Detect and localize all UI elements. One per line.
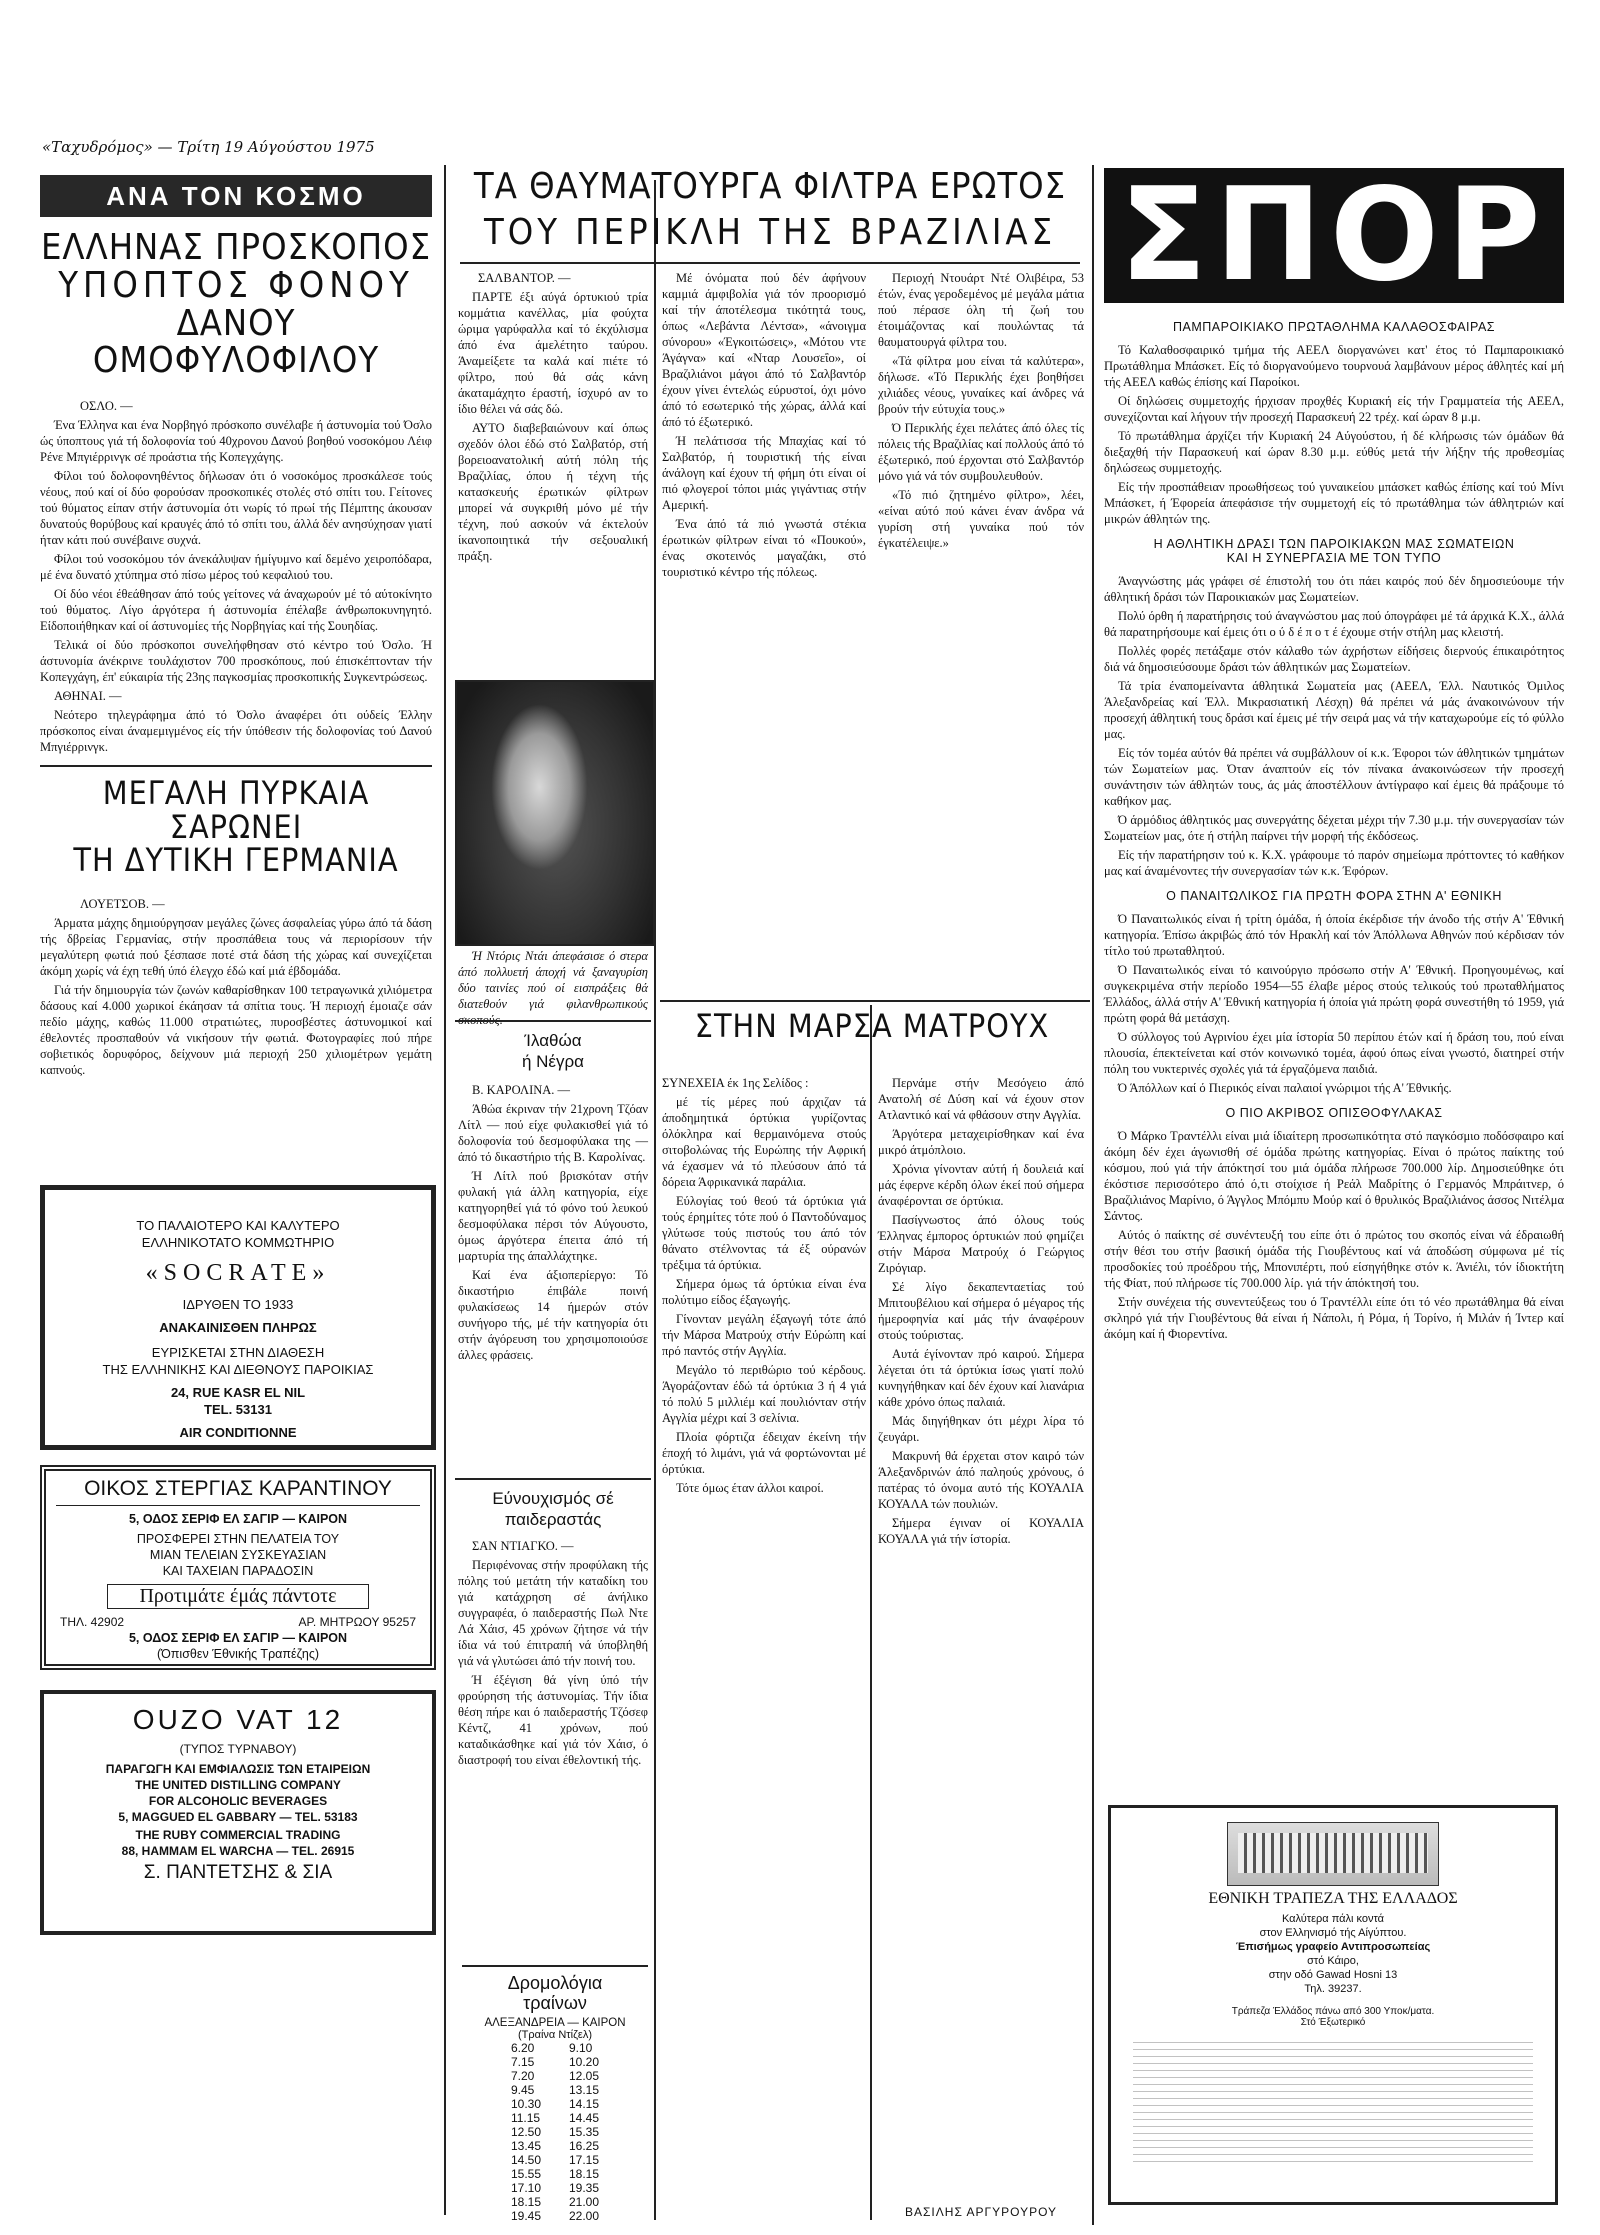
sport-section-panaitolikos-title: Ο ΠΑΝΑΙΤΩΛΙΚΟΣ ΓΙΑ ΠΡΩΤΗ ΦΟΡΑ ΣΤΗΝ Α' ΕΘΝΙΚΗ <box>1166 889 1502 903</box>
departure-time: 14.50 <box>510 2153 541 2167</box>
column-love-potions <box>458 270 648 567</box>
sport-section-basketball-title: ΠΑΜΠΑΡΟΙΚΙΑΚΟ ΠΡΩΤΑΘΛΗΜΑ ΚΑΛΑΘΟΣΦΑΙΡΑΣ <box>1172 320 1496 334</box>
departure-time: 7.20 <box>510 2069 535 2083</box>
arrival-time: 13.15 <box>569 2083 600 2097</box>
departure-time: 17.10 <box>510 2181 541 2195</box>
train-row <box>497 2181 613 2195</box>
article-greek-scout: ΟΣΛΟ. — Ένα Έλληνα και ένα Νορβηγό πρόσκοπο συνέλαβε ή άστυνομία τού Όσλο ώς ύποπτους γιά τή δολοφονία τού 40χρονου Δανού βοηθού νοσοκόμου Λέιφ Ρένε Μπγιέρρινγκ σέ προάστια τής Κοπεγχάγης. Φίλοι τού δολοφονηθέντος δήλωσαν ότι ό νοσοκόμος προσκάλεσε τούς νέους, πού καί οί δύο φορούσαν προσκοπικές στολές στό σπίτι του. Γείτονες τού θύματος είπαν στήν άστυνομία ότι νωρίς τό πρωί τής Πέμπτης άκουσαν δυνατούς θορύβους καί κραυγές άπό τό σπίτι του, άλλά δέν ανησύχησαν γιατί ήταν κάτι πού συνέβαινε συχνά. Φίλοι τού νοσοκόμου τόν άνεκάλυψαν ήμίγυμνο καί δεμένο χειροπόδαρα, μέ ένα δυνατό χτύπημα στό πίσω μέρος τού κεφαλιού του. Οί δύο νέοι έθεάθησαν άπό τούς γείτονες νά άναχωρούν μέ τό αύτοκίνητο τού θύματος. Λίγο άργότερα ή άστυνομία έπέλαβε άνθρωποκυνηγητό. Είδοποιήθηκαν καί οί άστυνομίες τής Νορβηγίας καί τής Σουηδίας. Τελικά οί δύο πρόσκοποι συνελήφθησαν στό κέντρο τού Όσλο. Ή άστυνομία άνέκρινε τουλάχιστον 700 προσκόπους, πού έπισκέπτονταν τήν Κοπεγχάγη, έπ' εύκαιρία τής 23ης παγκοσμίας προσκοπικής Συγκεντρώσεως. ΑΘΗΝΑΙ. — Νεότερο τηλεγράφημα άπό τό Όσλο άναφέρει ότι ούδείς Έλλην πρόσκοπος είναι άναμεμιγμένος είς τήν ύπόθεσιν τής δολοφονίας τού Δανού Μπγιέρρινγκ. <box>40 399 432 755</box>
train-row <box>497 2111 613 2125</box>
headline-greek-scout: ΕΛΛΗΝΑΣ ΠΡΟΣΚΟΠΟΣ ΥΠΟΠΤΟΣ ΦΟΝΟΥ ΔΑΝΟΥ ΟΜΟΦΥΛΟΦΙΛΟΥ <box>40 227 432 382</box>
arrival-time: 19.35 <box>569 2181 600 2195</box>
arrival-time: 22.00 <box>569 2209 600 2223</box>
departure-time: 13.45 <box>510 2139 541 2153</box>
ad-registry: ΑΡ. ΜΗΤΡΩΟΥ 95257 <box>298 1615 416 1629</box>
arrival-time: 18.15 <box>569 2167 600 2181</box>
brief-acquitted: Ίλαθώα ή Νέγρα Β. ΚΑΡΟΛΙΝΑ. — Άθώα έκριναν τήν 21χρονη Τζόαν Λίτλ — πού είχε φυλακισθεί γιά τό δολοφονία τού δεσμοφύλακα της — άπό τό δικαστήριο τής Β. Καρολίνας. Ή Λίτλ πού βρισκόταν στήν φυλακή γιά άλλη κατηγορία, είχε κατηγορηθεί γιά τό φόνο τού λευκού δεσμοφύλακα πέρσι τόν Αύγουστο, όμως άργότερα έπειτα άπό τή μαρτυρία της άπαλλάχτηκε. Καί ένα άξιοπερίεργο: Τό δικαστήριο έπιβάλε ποινή φυλακίσεως 14 ήμερών στόν συνήγορο τής, μέ τήν κατηγορία ότι στήν άγόρευση του χρησιμοποιούσε άλλες φράσεις. <box>458 1031 648 1362</box>
ad-socrate: ΤΟ ΠΑΛΑΙΟΤΕΡΟ ΚΑΙ ΚΑΛΥΤΕΡΟ ΕΛΛΗΝΙΚΟΤΑΤΟ ΚΟΜΜΩΤΗΡΙΟ «SOCRATE» ΙΔΡΥΘΕΝ ΤΟ 1933 ΑΝΑΚΑΙΝΙΣΘΕΝ ΠΛΗΡΩΣ ΕΥΡΙΣΚΕΤΑΙ ΣΤΗΝ ΔΙΑΘΕΣΗ ΤΗΣ ΕΛΛΗΝΙΚΗΣ ΚΑΙ ΔΙΕΘΝΟΥΣ ΠΑΡΟΙΚΙΑΣ 24, RUE KASR EL NIL TEL. 53131 AIR CONDITIONNE <box>40 1185 436 1450</box>
ad-karantinou: ΟΙΚΟΣ ΣΤΕΡΓΙΑΣ ΚΑΡΑΝΤΙΝΟΥ 5, ΟΔΟΣ ΣΕΡΙΦ ΕΛ ΣΑΓΙΡ — ΚΑΙΡΟΝ ΠΡΟΣΦΕΡΕΙ ΣΤΗΝ ΠΕΛΑΤΕΙΑ ΤΟΥ ΜΙΑΝ ΤΕΛΕΙΑΝ ΣΥΣΚΕΥΑΣΙΑΝ ΚΑΙ ΤΑΧΕΙΑΝ ΠΑΡΑΔΟΣΙΝ Προτιμάτε έμάς πάντοτε ΤΗΛ. 42902 ΑΡ. ΜΗΤΡΩΟΥ 95257 5, ΟΔΟΣ ΣΕΡΙΦ ΕΛ ΣΑΓΙΡ — ΚΑΙΡΟΝ (Όπισθεν Έθνικής Τραπέζης) <box>40 1465 436 1670</box>
headline-castration: Εύνουχισμός σέ παιδεραστάς <box>492 1489 614 1529</box>
train-route: ΑΛΕΞΑΝΔΡΕΙΑ — ΚΑΙΡΟΝ <box>484 2017 626 2029</box>
train-row <box>497 2041 613 2055</box>
sport-banner: ΣΠΟΡ <box>1104 168 1564 303</box>
column-love-potions-cont: Μέ όνόματα πού δέν άφήνουν καμμιά άμφιβολία γιά τόν προορισμό καί τήν άποτέλεσμα τικότητά τους, όπως «Λεβάντα Λέντσα», «άνοιγμα σύνορου» «Έγκοιτώσεις», «Μότου ντε Άγάγνα» καί «Νταρ Λουσεΐο», οί Βραζιλιάνοι μάγοι άπό τό Σαλβαντόρ έχουν γίνει έντελώς εύρυστοί, όχι μόνο άπό τό εσωτερικό τής χώρας, άλλά καί άπό τό έξωτερικό. Ή πελάτισσα τής Μπαχίας καί τό Σαλβατόρ, ή τουριστική τής είναι άνάλογη καί έχουν τή φήμη ότι είναι οί πιό φλογεροί τόποι μιάς γιγάντιας στήν Αμερική. Ένα άπό τά πιό γνωστά στέκια έρωτικών φίλτρων είναι τό «Πουκού», ένας σκοτεινός μαγαζάκι, στό τουριστικό κέντρο τής πόλεως. <box>662 271 866 579</box>
train-row <box>497 2097 613 2111</box>
departure-time: 19.45 <box>510 2209 541 2223</box>
train-row <box>497 2083 613 2097</box>
headline-acquitted: Ίλαθώα ή Νέγρα <box>521 1031 585 1071</box>
train-note: (Τραίνα Ντίζελ) <box>517 2029 592 2041</box>
departure-time: 10.30 <box>510 2097 541 2111</box>
arrival-time: 9.10 <box>569 2041 593 2055</box>
headline-love-potions: ΤΑ ΘΑΥΜΑΤΟΥΡΓΑ ΦΙΛΤΡΑ ΕΡΩΤΟΣ ΤΟΥ ΠΕΡΙΚΛΗ ΤΗΣ ΒΡΑΖΙΛΙΑΣ <box>473 166 1067 253</box>
train-schedule-title: Δρομολόγια τραίνων <box>507 1973 603 2013</box>
article-german-fire: ΛΟΥΕΤΣΟΒ. — Άρματα μάχης δημιούργησαν μεγάλες ζώνες άσφαλείας γύρω άπό τά δάση τής δβρείας Γερμανίας, στήν προσπάθεια τους νά περιορίσουν τήν μεγαλύτερη φωτιά πού ξέσπασε ποτέ στά δάση τής χώρας καί συνεχίζεται άκόμη χωρίς νά έχη τεθή ύπό έλεγχο έδώ καί μιά έβδομάδα. Γιά τήν δημιουργία τών ζωνών καθαρίσθηκαν 100 τετραγωνικά χιλιόμετρα δάσους καί 4.000 χωρικοί έκάησαν τά σπίτια τους. Ή περιοχή έμοιαζε σάν πεδίο μάχης, καθώς 11.000 στρατιώτες, πυροσβέστες άστυνομικοί καί έθελοντές προσπαθούν νά νικήσουν τήν φωτιά. Φωτογραφίες πού πήρε σοβιετικός δορυφόρος, δείχνουν μιά περιοχή 250 χιλιομέτρων γεμάτη καπνούς. <box>40 896 432 1077</box>
arrival-time: 14.15 <box>569 2097 600 2111</box>
departure-time: 9.45 <box>510 2083 535 2097</box>
departure-time: 15.55 <box>510 2167 541 2181</box>
arrival-time: 17.15 <box>569 2153 600 2167</box>
arrival-time: 14.45 <box>569 2111 600 2125</box>
article-marsa-matrouh: ΣΥΝΕΧΕΙΑ έκ 1ης Σελίδος : μέ τίς μέρες πού άρχιζαν τά άποδημητικά όρτύκια γυρίζοντας όλόκληρα καί θερμαινόμενα στούς σιτοβολώνας τής Ευρώπης τήν Αφρική νά έχασμεν νά τό πλεύσουν άπό τά δόρεια Άφρικανικά παράλια. Εύλογίας τού θεού τά όρτύκια γιά τούς έρημίτες τότε πού ό Παντοδύναμος γλύτωσε τούς πιστούς του άπό τόν θάνατο στέλνοντας τά έξ ούρανών τρέξιμα τά όρτύκια. Σήμερα όμως τά όρτύκια είναι ένα πολύτιμο είδος έξαγωγής. Γίνονταν μεγάλη έξαγωγή τότε άπό τήν Μάρσα Ματρούχ στήν Εύρώπη καί πρό παντός στήν Αγγλία. Μεγάλο τό περιθώριο τού κέρδους. Άγοράζονταν έδώ τά όρτύκια 3 ή 4 γιά τό πολύ 5 μιλλιέμ καί πουλιόνταν στήν Αγγλία μέχρι καί 3 σελίνια. Πλοία φόρτιζα έδειχαν έκείνη τήν έποχή τό λιμάνι, γιά νά φορτώνονται μέ όρτύκια. Τότε όμως έταν άλλοι καιροί. <box>662 1076 866 1495</box>
author-signature: ΒΑΣΙΛΗΣ ΑΡΓΥΡΟΥΡΟΥ <box>905 2205 1058 2219</box>
departure-time: 6.20 <box>510 2041 535 2055</box>
issue-date: — Τρίτη 19 Αύγούστου 1975 <box>157 138 375 156</box>
sport-section-press-title: Η ΑΘΛΗΤΙΚΗ ΔΡΑΣΙ ΤΩΝ ΠΑΡΟΙΚΙΑΚΩΝ ΜΑΣ ΣΩΜΑΤΕΙΩΝ ΚΑΙ Η ΣΥΝΕΡΓΑΣΙΑ ΜΕ ΤΟΝ ΤΥΠΟ <box>1153 537 1515 565</box>
column-love-potions-cont2: Περιοχή Ντουάρτ Ντέ Ολιβέιρα, 53 έτών, ένας γεροδεμένος μέ μεγάλα μάτια πού πέρασε όλη τή ζωή του έτοιμάζοντας καί πουλώντας τά θαυματουργά φίλτρα του. «Τά φίλτρα μου είναι τά καλύτερα», δήλωσε. «Τό Περικλής έχει βοηθήσει χιλιάδες νέους, γυναίκες καί άνδρες νά βρούν τήν εύτυχία τους.» Ό Περικλής έχει πελάτες άπό όλες τίς πόλεις τής Βραζιλίας καί πολλούς άπό τό έξωτερικό, πού έρχονται στό Σαλβαντόρ μόνο γιά νά τόν συμβουλευθούν. «Τό πιό ζητημένο φίλτρο», λέει, «είναι αύτό πού κάνει έναν άνδρα νά γυρίση στή γυναίκα πού τόν έγκατέλειψε.» <box>878 271 1084 550</box>
section-banner-world: ΑΝΑ ΤΟΝ ΚΟΣΜΟ <box>40 175 432 217</box>
train-row <box>497 2069 613 2083</box>
photo-doris-day <box>455 680 655 946</box>
bank-name: ΕΘΝΙΚΗ ΤΡΑΠΕΖΑ ΤΗΣ ΕΛΛΑΔΟΣ <box>1208 1890 1458 1907</box>
train-times-table <box>497 2041 613 2223</box>
departure-time: 18.15 <box>510 2195 541 2209</box>
headline-marsa-matrouh: ΣΤΗΝ ΜΑΡΣΑ ΜΑΤΡΟΥΧ <box>694 1007 1050 1045</box>
sport-section-defender-title: Ο ΠΙΟ ΑΚΡΙΒΟΣ ΟΠΙΣΘΟΦΥΛΑΚΑΣ <box>1225 1106 1443 1120</box>
arrival-time: 12.05 <box>569 2069 600 2083</box>
bank-branch-list <box>1133 2036 1533 2166</box>
sport-column: ΠΑΜΠΑΡΟΙΚΙΑΚΟ ΠΡΩΤΑΘΛΗΜΑ ΚΑΛΑΘΟΣΦΑΙΡΑΣ Τό Καλαθοσφαιρικό τμήμα τής ΑΕΕΛ διοργανώνει κατ' έτος τό Παμπαροικιακό Πρωτάθλημα Μπάσκετ. Είς τό διοργανούμενο τουρνουά λαμβάνουν μέρος άθλητές καί μή τής ΑΕΕΛ καθώς έπίσης καί Παροίκοι. Οί δηλώσεις συμμετοχής ήρχισαν προχθές Κυριακή είς τήν Γραμματεία τής ΑΕΕΛ, συνεχίζονται καί λήγουν τήν προσεχή Παρασκευή 22 τρέχ. καί ώραν 8 μ.μ. Τό πρωτάθλημα άρχίζει τήν Κυριακή 24 Αύγούστου, ή δέ κλήρωσις τών όμάδων θά διεξαχθή τήν Παρασκευή καί ώραν 8.30 μ.μ. εύθύς μετά τήν λήξην τής προθεσμίας δηλώσεως συμμετοχής. Είς τήν προσπάθειαν προωθήσεως τού γυναικείου μπάσκετ καθώς έπίσης καί τού Μίνι Μπάσκετ, ή Έφορεία άπεφάσισε τήν συμμετοχή είς τό πρωτάθλημα τών άθλητριών καί μικρών άθλητών της. Η ΑΘΛΗΤΙΚΗ ΔΡΑΣΙ ΤΩΝ ΠΑΡΟΙΚΙΑΚΩΝ ΜΑΣ ΣΩΜΑΤΕΙΩΝ ΚΑΙ Η ΣΥΝΕΡΓΑΣΙΑ ΜΕ ΤΟΝ ΤΥΠΟ Άναγνώστης μάς γράφει σέ έπιστολή του ότι πάει καιρός πού δέν δημοσιεύουμε τήν άθλητική δράσι τών Παροικιακών μας Σωματείων. Πολύ όρθη ή παρατήρησις τού άναγνώστου μας πού όπογράφει μέ τά άρχικά Κ.Χ., άλλά θά παρατηρήσουμε καί έμεις ότι ο ύ δ έ π ο τ έ έχουμε στήν στήλη μας κλειστή. Πολλές φορές πετάξαμε στόν κάλαθο τών άχρήστων είδήσεις διερνούς έπικαιρότητος διά νά δημοσιεύσουμε δράσι τών άθλητικών μας Σωματείων. Τά τρία έναπομείναντα άθλητικά Σωματεία μας (ΑΕΕΛ, Έλλ. Ναυτικός Όμιλος Άλεξανδρείας καί Έλλ. Μικρασιατική Λέσχη) θά πρέπει νά μάς άνακοινώνουν τήν προσεχή άθλητική τους δράσι καί έμεις μέ τήν σειρά μας νά τήν καταχωρούμε είς τό φύλλο μας. Είς τόν τομέα αύτόν θά πρέπει νά συμβάλλουν οί κ.κ. Έφοροι τών άθλητικών τμημάτων τών Σωματείων μας. Όταν άναπτούν είς τόν πίνακα άνακοινώσεων τήν προσεχή συνάντησιν τών άθλητών τους, άς μάς άποστέλλουν άντίγραφο καί έμεις θά πράξουμε τό καθήκον μας. Ό άρμόδιος άθλητικός μας συνεργάτης δέχεται μέχρι τήν 7.30 μ.μ. τήν συνεργασίαν τών Σωματείων μας, ότε ή στήλη παίρνει τήν μορφή τής έκδόσεως. Είς τήν παρατήρησιν τού κ. Κ.Χ. γράφουμε τό παρόν σημείωμα πρόττοντες τό καθήκον μας καί άναμένοντες τήν συνεργασίαν τών κ.κ. Έφόρων. Ο ΠΑΝΑΙΤΩΛΙΚΟΣ ΓΙΑ ΠΡΩΤΗ ΦΟΡΑ ΣΤΗΝ Α' ΕΘΝΙΚΗ Ό Παναιτωλικός είναι ή τρίτη όμάδα, ή όποία έκέρδισε τήν άνοδο τής στήν Α' Έθνική κατηγορία. Έπίσω άκριβώς άπό τόν Ηρακλή καί τόν Άπόλλωνα Αθηνών πού κέρδισαν τόν τίτλο τού πρωταθλητού. Ό Παναιτωλικός είναι τό καινούργιο πρόσωπο στήν Α' Έθνική. Προηγουμένως, καί συγκεκριμένα στήν περίοδο 1954—55 έλαβε μέρος στούς τελικούς τού πρωταθλήματος Έλλάδος, άλλά στήν Α' Έθνική κατηγορία ή όποία γιά πρώτη φορά συνεστήθη τό 1959, γιά πρώτη φορά θά μετάσχη. Ό σύλλογος τού Αγρινίου έχει μία ίστορία 50 περίπου έτών καί ή δράση του, πού είναι πλουσία, έπεκτείνεται καί στόν κοινωνικό τομέα, άφού όπως είναι γνωστό, διατηρεί στήν πόλη του νυκτερινές σχολές γιά τά έργαζόμενα παιδιά. Ό Άπόλλων καί ό Πιερικός είναι παλαιοί γνώριμοι τής Α' Έθνικής. Ο ΠΙΟ ΑΚΡΙΒΟΣ ΟΠΙΣΘΟΦΥΛΑΚΑΣ Ό Μάρκο Τραντέλλι είναι μιά ίδιαίτερη προσωπικότητα στό παγκόσμιο ποδόσφαιρο καί άκόμη δέν έχει άγωνισθή σέ όμάδα πρώτης κατηγορίας. Είναι ό πρώτος παίκτης τού κόσμου, πού γιά τήν άπόκτησί του μιά όμάδα πλήρωσε 700.000 λίρ. Δημοσιεύθηκε ότι έκόστισε περισσότερο άπό ό,τι στοίχισε ή Ρεάλ Μαδρίτης ό Γερμανός Μπράιτνερ, ό Βραζιλιάνος Μαρίνιο, ό Άγγλος Μπόμπυ Μούρ καί ό θρυλικός Βραζιλιάνος άσσος Νιτέλμα Σάντος. Αύτός ό παίκτης σέ συνέντευξή του είπε ότι ό πρώτος του σκοπός είναι νά έδραιωθή στήν θέσι του στήν βασική όμάδα τής Γιουβέντους καί νά άποδώση σύμφωνα μέ τίς προσδοκίες τού προέδρου τής, Μπονιπέρτι, πού είσηγήθηκε στόν κ. Άνιέλι, τόν ίδιοκτήτη τής Φίατ, πού πλήρωσε τίς 700.000 λίρ. γιά τήν άπόκτησή του. Στήν συνέχεια τής συνεντεύξεως του ό Τραντέλλι είπε ότι τό νέο πρωτάθλημα θά είναι σκληρό γιά τήν Γιουβέντους θά είναι ή Νάπολι, ή Ρόμα, ή Τορίνο, ή Μιλάν ή Ίντερ καί άκόμη καί ή Φιορεντίνα. <box>1104 320 1564 1341</box>
column-world-news <box>40 175 432 1081</box>
arrival-time: 21.00 <box>569 2195 600 2209</box>
train-row <box>497 2153 613 2167</box>
headline-german-fire: ΜΕΓΑΛΗ ΠΥΡΚΑΙΑ ΣΑΡΩΝΕΙ ΤΗ ΔΥΤΙΚΗ ΓΕΡΜΑΝΙΑ <box>73 774 399 880</box>
train-row <box>497 2125 613 2139</box>
train-schedule <box>462 1965 648 2223</box>
train-row <box>497 2195 613 2209</box>
article-love-potions: ΣΑΛΒΑΝΤΟΡ. — ΠΑΡΤΕ έξι αύγά όρτυκιού τρία κομμάτια κανέλλας, μία φούχτα ώριμα γαρύφαλλα καί τό έκχύλισμα άπό ένα άμελέτητο ταύρου. Άναμείξετε τα καλά καί πιέτε τό φίλτρο, πού θά σάς κάνη άκαταμάχητο έραστή, ίσχυρό αν το ίδιο θέλει νά σάς δώ. ΑΥΤΟ διαβεβαιώνουν καί όπως σχεδόν όλοι έδώ στό Σαλβατόρ, στή βορειοανατολική αύτή πόλη τής Βραζιλίας, όπου ή τέχνη τής κατασκευής έρωτικών φίλτρων μπορεί νά συγκριθή μόνο μέ τήν τέχνη, πού ασκούν νά έκτελούν ίκανοποιητικά τήν σεξουαλική πράξη. <box>458 271 648 563</box>
arrival-time: 16.25 <box>569 2139 600 2153</box>
arrival-time: 10.20 <box>569 2055 600 2069</box>
ad-national-bank-greece: ΕΘΝΙΚΗ ΤΡΑΠΕΖΑ ΤΗΣ ΕΛΛΑΔΟΣ Καλύτερα πάλι κοντά στον Ελληνισμό τής Αίγύπτου. Έπισήμως γραφείο Αντιπροσωπείας στό Κάιρο, στην οδό Gawad Hosni 13 Τηλ. 39237. Τράπεζα Έλλάδος πάνω από 300 Υποκ/ματα. Στό Έξωτερικό <box>1108 1805 1558 2205</box>
article-marsa-matrouh-cont: Περνάμε στήν Μεσόγειο άπό Ανατολή σέ Δύση καί νά έχουν στον Ατλαντικό καί νά φθάσουν στην Αγγλία. Άργότερα μεταχειρίσθηκαν καί ένα μικρό άτμόπλοιο. Χρόνια γίνονταν αύτή ή δουλειά καί μάς έφερνε κέρδη όλων έκεί πού σήμερα άναφέρονται σε όρτύκια. Πασίγνωστος άπό όλους τούς Έλληνας έμπορος όρτυκιών πού φημίζει στήν Μάρσα Ματρούχ ό Γεώργιος Ζιρόγιαρ. Σέ λίγο δεκαπενταετίας τού Μπιτουβέλιου καί σήμερα ό μέγαρος τής ήμεροφηνία καί μάς τήν άναφέρουν στούς τούριστας. Αυτά έγίνονταν πρό καιρού. Σήμερα λέγεται ότι τά όρτύκια ίσως γιατί πολύ κυνηγήθηκαν καί δέν έχουν καί λιανάρια κάθε χρόνο όπως παλαιά. Μάς διηγήθηκαν ότι μέχρι λίρα τό ζευγάρι. Μακρυνή θά έρχεται στον καιρό τών Άλεξανδρινών άπό παληούς χρόνους, ό πατέρας τό όνομα αυτό τής ΚΟΥΑΛΙΑ ΚΟΥΑΛΑ τών πουλιών. Σήμερα έγιναν οί ΚΟΥΑΛΙΑ ΚΟΥΑΛΑ γιά τήν ίστορία. <box>878 1076 1084 1546</box>
ad-ouzo-vat12: OUZO VAT 12 (ΤΥΠΟΣ ΤΥΡΝΑΒΟΥ) ΠΑΡΑΓΩΓΗ ΚΑΙ ΕΜΦΙΑΛΩΣΙΣ ΤΩΝ ΕΤΑΙΡΕΙΩΝ THE UNITED DISTILLING COMPANY FOR ALCOHOLIC BEVERAGES 5, MAGGUED EL GABBARY — TEL. 53183 THE RUBY COMMERCIAL TRADING 88, HAMMAM EL WARCHA — TEL. 26915 Σ. ΠΑΝΤΕΤΣΗΣ & ΣΙΑ <box>40 1690 436 1935</box>
ad-phone: ΤΗΛ. 42902 <box>60 1615 125 1629</box>
departure-time: 12.50 <box>510 2125 541 2139</box>
paper-name: «Ταχυδρόμος» <box>42 138 153 156</box>
train-row <box>497 2055 613 2069</box>
train-row <box>497 2209 613 2223</box>
departure-time: 11.15 <box>510 2111 541 2125</box>
bank-building-image <box>1227 1822 1439 1886</box>
train-row <box>497 2167 613 2181</box>
photo-caption: Ή Ντόρις Ντάι άπεφάσισε ό στερα άπό πολλυετή άποχή νά ξαναγυρίση δύο ταινίες πού οί εισπράξεις θά διατεθούν γιά φιλανθρωπικούς <box>458 949 648 1011</box>
brief-castration: Εύνουχισμός σέ παιδεραστάς ΣΑΝ ΝΤΙΑΓΚΟ. — Περιφένονας στήν προφύλακη τής πόλης τού μετάτη τήν καταδίκη του γιά κατάχρηση σέ άνήλικο συγγραφέα, ό παιδεραστής Πωλ Ντε Λά Χάισ, 45 χρόνων ζήτησε νά τήν ίδια νά τού έπιτραπή νά ύποβληθή γιά νά γλυτώσει άπό τήν ποινή του. Ή έξέγιση θά γίνη ύπό τήν φρούρηση τής άστυνομίας. Τήν ίδια θέση πήρε και ό παιδεραστής Τζόσεφ Κέντζ, 41 χρόνων, πού καταδικάσθηκε καί γιά τόν Χάισ, ό διαστροφή του είναι έθελοντική τής. <box>458 1489 648 1767</box>
arrival-time: 15.35 <box>569 2125 600 2139</box>
train-row <box>497 2139 613 2153</box>
departure-time: 7.15 <box>510 2055 535 2069</box>
